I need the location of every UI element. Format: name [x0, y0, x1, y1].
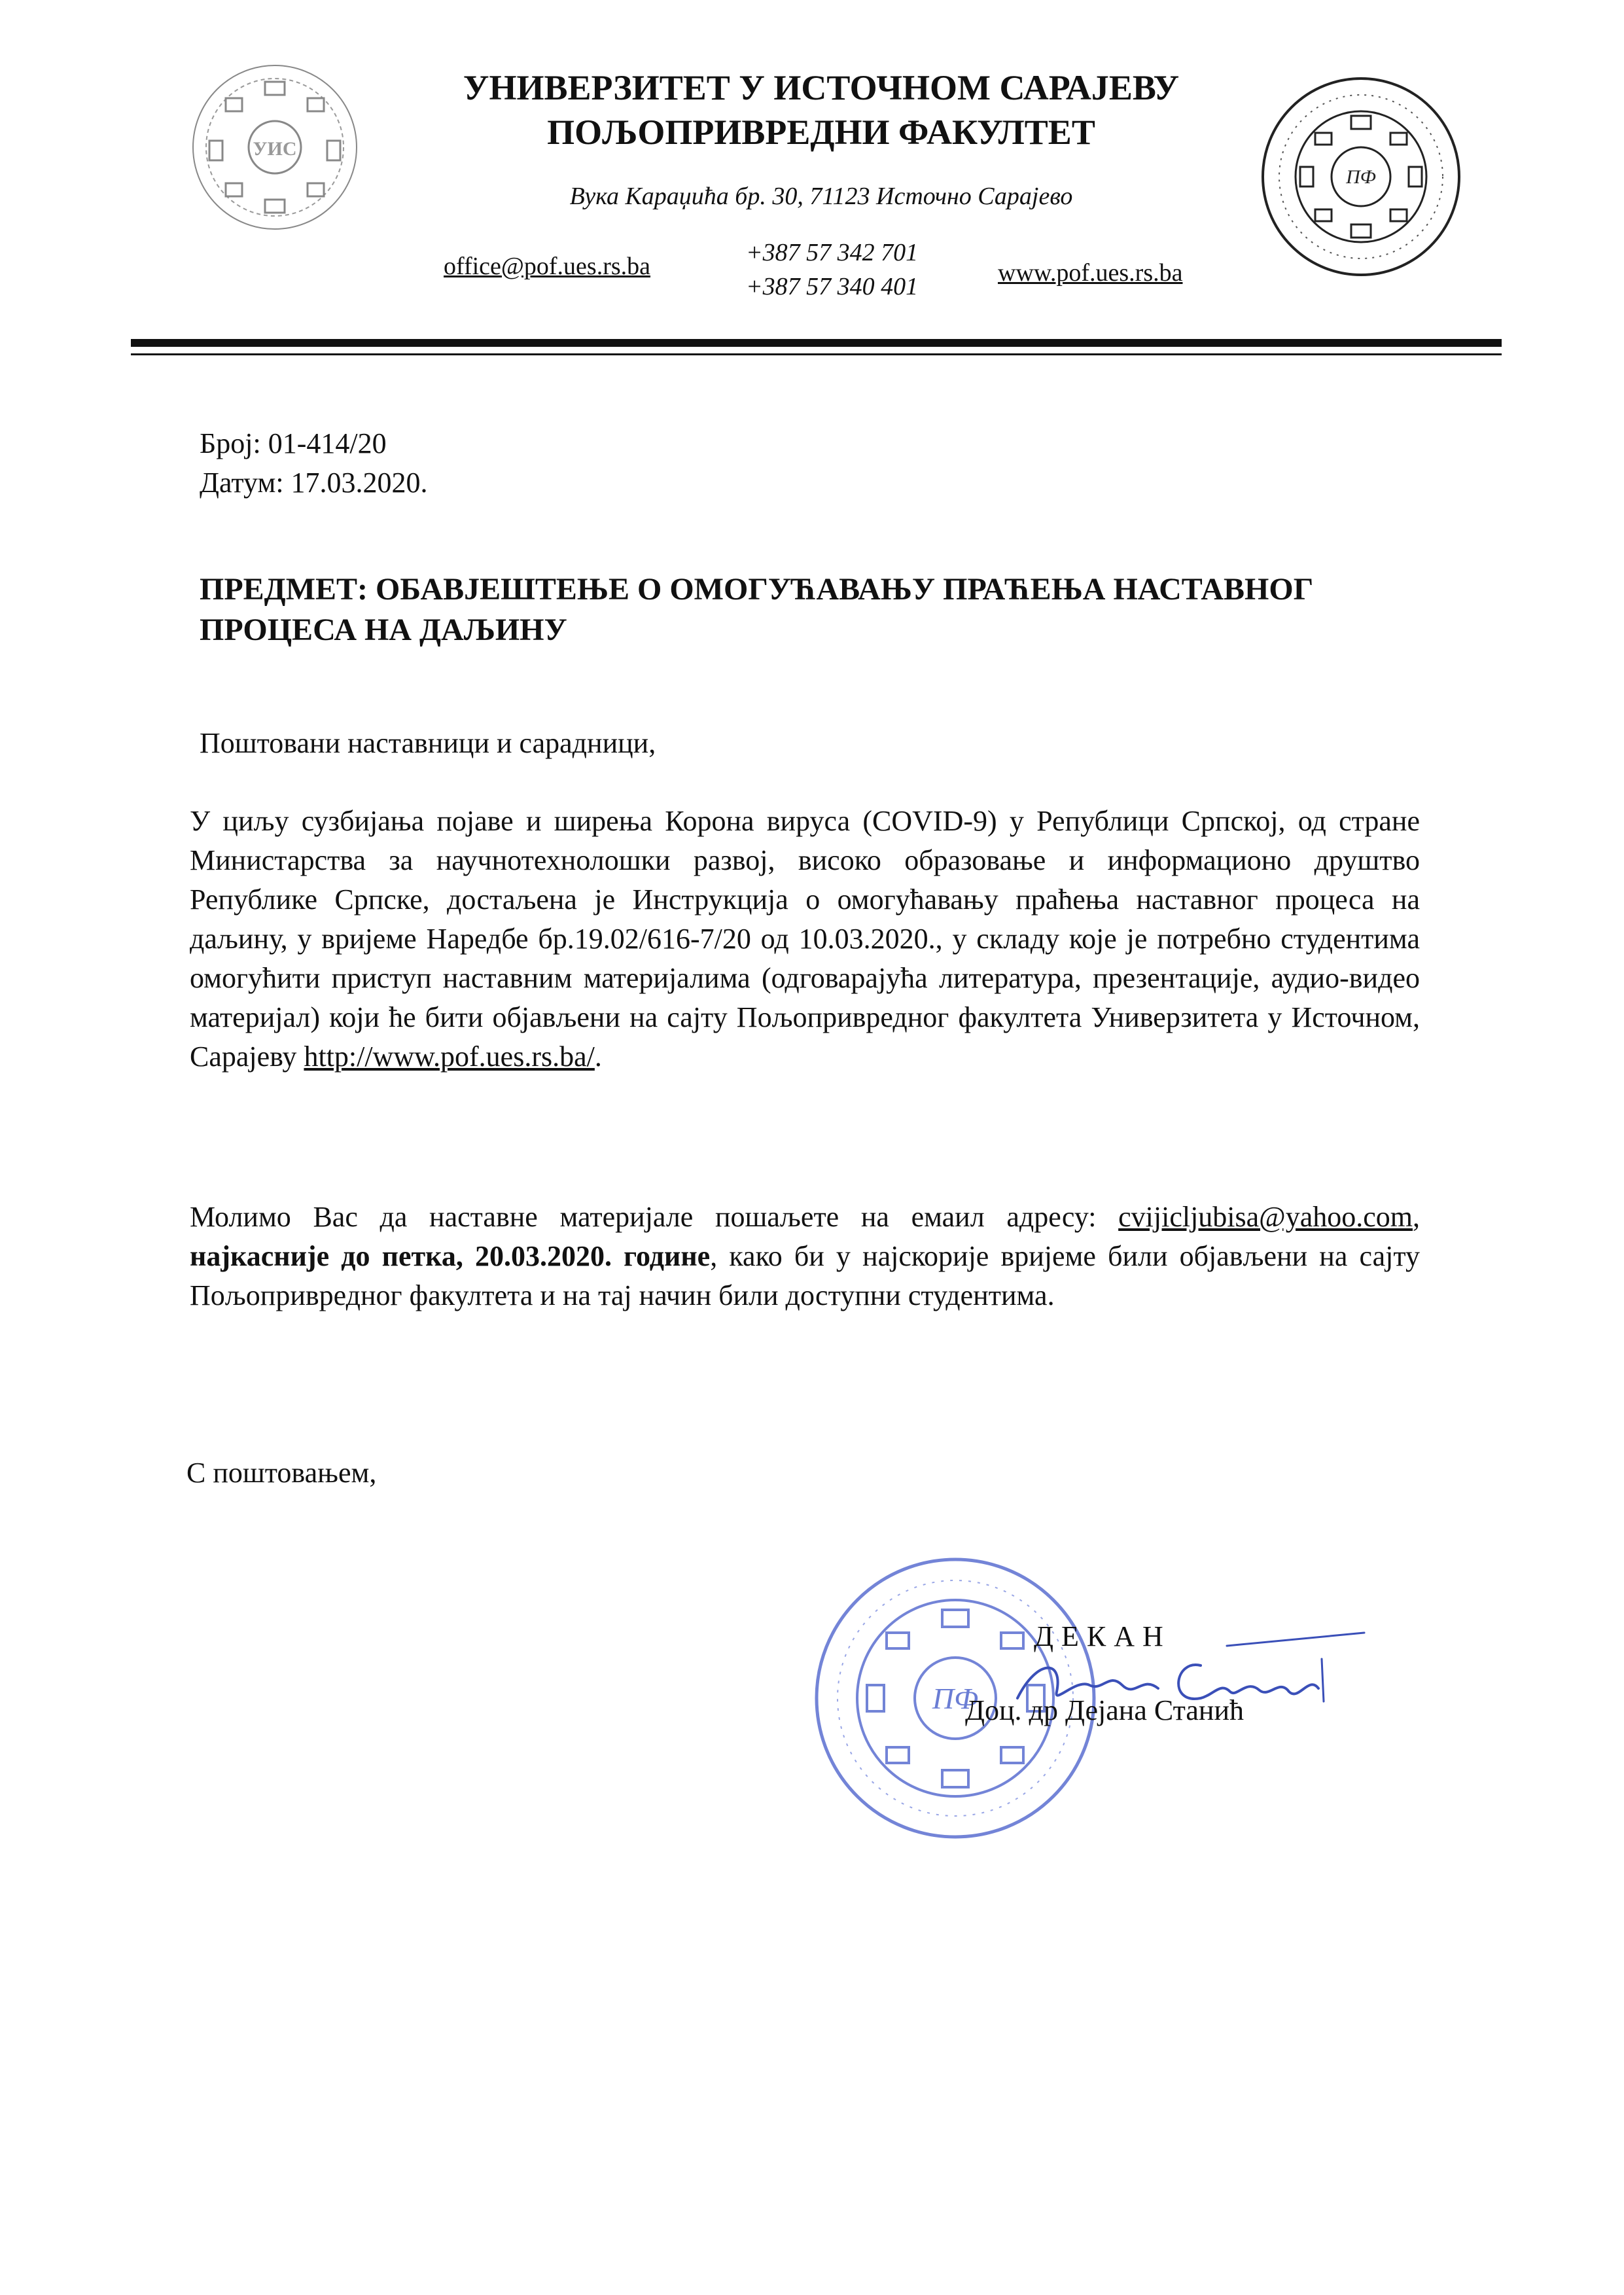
university-seal-icon — [190, 62, 360, 232]
faculty-url-link[interactable]: http://www.pof.ues.rs.ba/ — [304, 1041, 595, 1073]
website-link[interactable]: www.pof.ues.rs.ba — [998, 259, 1183, 287]
paragraph-1-text: У циљу сузбијања појаве и ширења Корона вируса (COVID-9) у Републици Српској, од стране Министарства за научнотехнолошки развој, високо образовање и информационо друштво Републике Српске, достаљена је Инструкција о омогућавању праћења наставног процеса на даљину, у вријеме Наредбе бр.19.02/616-7/20 од 10.03.2020., у складу које је потребно студентима омогућити приступ наставним материјалима (одговарајућа литература, презентације, аудио-видео материјал) који ће бити објављени на сајту Пољопривредног факултета Универзитета у Источном, Сарајеву — [190, 805, 1420, 1073]
contact-email-link[interactable]: cvijicljubisa@yahoo.com — [1118, 1201, 1413, 1233]
paragraph-1-end: . — [594, 1041, 602, 1073]
document-date: Датум: 17.03.2020. — [200, 467, 428, 499]
header-divider-thick — [131, 339, 1502, 347]
closing: С поштовањем, — [186, 1457, 377, 1489]
svg-text:ПФ: ПФ — [932, 1682, 979, 1715]
paragraph-2-start: Молимо Вас да наставне материјале пошаљете на емаил адресу: — [190, 1201, 1097, 1233]
svg-text:ПФ: ПФ — [1346, 166, 1376, 188]
svg-text:УИС: УИС — [253, 138, 297, 160]
office-email-link[interactable]: office@pof.ues.rs.ba — [444, 253, 651, 280]
paragraph-2-end: , како би у најскорије вријеме били објављени на сајту Пољопривредног факултета и на тај начин били доступни студентима. — [190, 1240, 1420, 1311]
phone-number-1: +387 57 342 701 — [746, 239, 919, 266]
address: Вука Караџића бр. 30, 71123 Источно Сарајево — [569, 183, 1073, 210]
subject-line: ПРЕДМЕТ: ОБАВЈЕШТЕЊЕ О ОМОГУЋАВАЊУ ПРАЋЕЊА НАСТАВНОГ ПРОЦЕСА НА ДАЉИНУ — [200, 572, 1314, 647]
deadline-text: најкасније до петка, 20.03.2020. године — [190, 1240, 711, 1272]
header-divider-thin — [131, 353, 1502, 355]
faculty-seal-icon — [1260, 75, 1462, 278]
dean-name: Доц. др Дејана Станић — [965, 1694, 1244, 1726]
faculty-name: ПОЉОПРИВРЕДНИ ФАКУЛТЕТ — [547, 113, 1095, 152]
university-name: УНИВЕРЗИТЕТ У ИСТОЧНОМ САРАЈЕВУ — [463, 68, 1180, 107]
dean-title: ДЕКАН — [1034, 1620, 1171, 1652]
salutation: Поштовани наставници и сарадници, — [200, 727, 656, 759]
paragraph-2-comma: , — [1413, 1201, 1420, 1233]
paragraph-instruction — [190, 802, 1420, 1076]
paragraph-request — [190, 1198, 1420, 1315]
phone-number-2: +387 57 340 401 — [746, 273, 919, 300]
document-number: Број: 01-414/20 — [200, 427, 387, 459]
